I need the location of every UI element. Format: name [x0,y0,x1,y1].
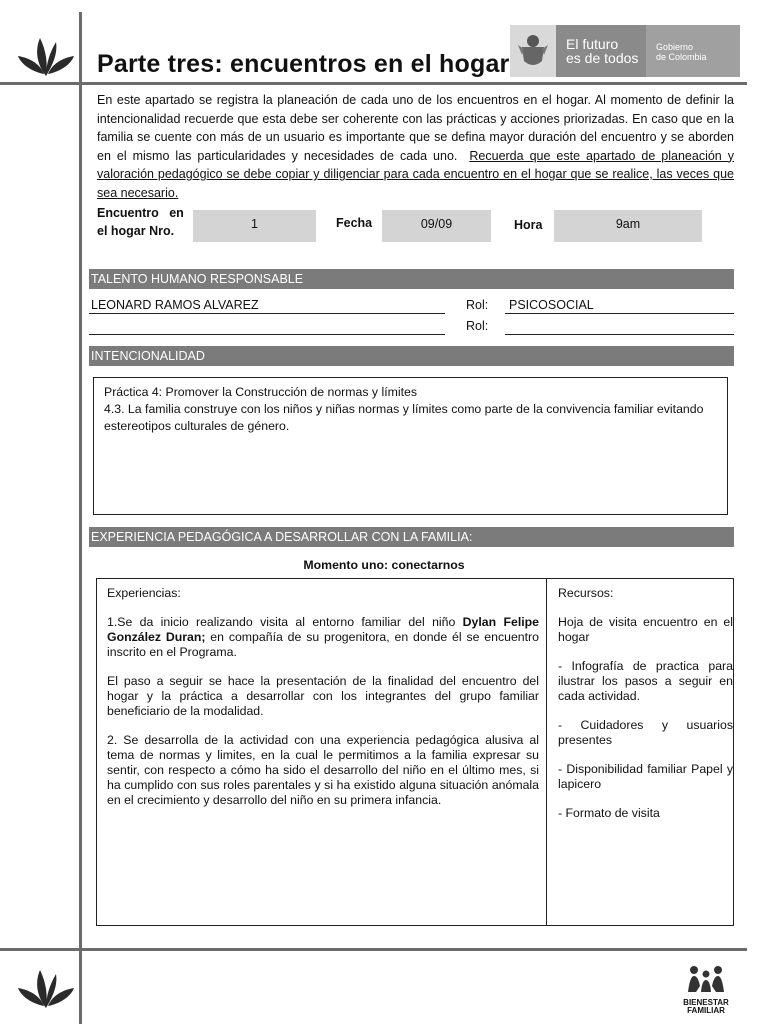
family-icon [684,962,728,994]
name-underline [89,313,445,314]
coat-of-arms-icon [510,25,556,77]
header-rule [0,82,747,85]
recurso-3: - Cuidadores y usuarios presentes [558,718,737,747]
practica-detail: 4.3. La familia construye con los niños y niñas normas y límites como parte de la convivencia familiar evitando estereotipos culturales de género. [104,402,704,433]
practica-line: Práctica 4: Promover la Construcción de normas y límites [104,385,418,399]
intro-paragraph: En este apartado se registra la planeación de cada uno de los encuentros en el hogar. Al momento de definir la intencionalidad recuerde que esta debe ser coherente con las prácticas y acciones priorizadas. En caso que en la familia se cuente con más de un usuario es importante que se defina mayor duración del encuentro y se aborden en el mismo las particularidades y necesidades de cada uno. Recuerda que este apartado de planeación y valoración pedagógico se debe copiar y diligenciar para cada encuentro en el hogar que se realice, las veces que sea necesario. [97,93,734,200]
page-title: Parte tres: encuentros en el hogar [97,50,510,78]
encuentro-number-field: 1 [193,210,316,242]
futuro-text: El futuro es de todos [556,25,646,77]
experiencia-paragraph-2: El paso a seguir se hace la presentación de la finalidad del encuentro del hogar y la práctica a desarrollar con los integrantes del grupo familiar beneficiario de la modalidad. [107,674,539,718]
hora-label: Hora [514,218,543,232]
leaf-logo-icon [16,30,76,78]
rol2-underline [505,334,734,335]
bienestar-label: BIENESTAR FAMILIAR [683,998,729,1015]
recurso-4: - Disponibilidad familiar Papel y lapicero [558,762,733,791]
intro-reminder: Recuerda que este apartado de planeación y valoración pedagógico se debe copiar y diligenciar para cada encuentro en el hogar que se realice, las veces que sea necesario. [97,148,734,200]
intencionalidad-box [93,377,728,515]
footer-rule [0,948,747,951]
rol2-label: Rol: [466,319,489,333]
hora-field: 9am [554,210,702,242]
bienestar-familiar-logo [678,962,734,1015]
fecha-label: Fecha [336,216,373,230]
name2-underline [89,334,445,335]
recurso-5: - Formato de visita [558,806,660,820]
talento-section-header: TALENTO HUMANO RESPONSABLE [89,269,734,289]
momento-title: Momento uno: conectarnos [303,558,465,572]
experiencias-title: Experiencias: [107,586,181,600]
recursos-title: Recursos: [558,586,614,600]
column-divider [546,579,547,925]
experiencia-paragraph-3: 2. Se desarrolla de la actividad con una experiencia pedagógica alusiva al tema de normas y limites, en la cual le permitimos a la familia expresar su sentir, con respecto a cómo ha sido el desarrollo del niño en el último mes, si ha cumplido con sus roles parentales y si ha existido alguna situación anómala en el crecimiento y desarrollo del niño en su primera infancia. [107,733,539,807]
rol-underline [505,313,734,314]
intencionalidad-section-header: INTENCIONALIDAD [89,346,734,366]
experiencias-column [107,586,539,822]
fecha-field: 09/09 [382,210,491,242]
left-margin-rule [79,12,82,1024]
experiencia-table [96,578,737,926]
rol-label: Rol: [466,298,489,312]
recursos-column [558,586,737,835]
gov-logo [510,25,740,77]
leaf-logo-footer-icon [16,962,76,1010]
encuentro-label: Encuentro en el hogar Nro. [97,206,184,238]
responsible-name: LEONARD RAMOS ALVAREZ [91,298,259,312]
rol-value: PSICOSOCIAL [509,298,594,312]
recurso-2: - Infografía de practica para ilustrar los pasos a seguir en cada actividad. [558,659,733,703]
recurso-1: Hoja de visita encuentro en el hogar [558,615,733,644]
gobierno-text: Gobierno de Colombia [646,25,740,77]
experiencia-paragraph-1: 1.Se da inicio realizando visita al entorno familiar del niño Dylan Felipe González Duran; en compañía de su progenitora, en donde él se encuentro inscrito en el Programa. [107,615,540,659]
experiencia-section-header: EXPERIENCIA PEDAGÓGICA A DESARROLLAR CON LA FAMILIA: [89,527,734,547]
